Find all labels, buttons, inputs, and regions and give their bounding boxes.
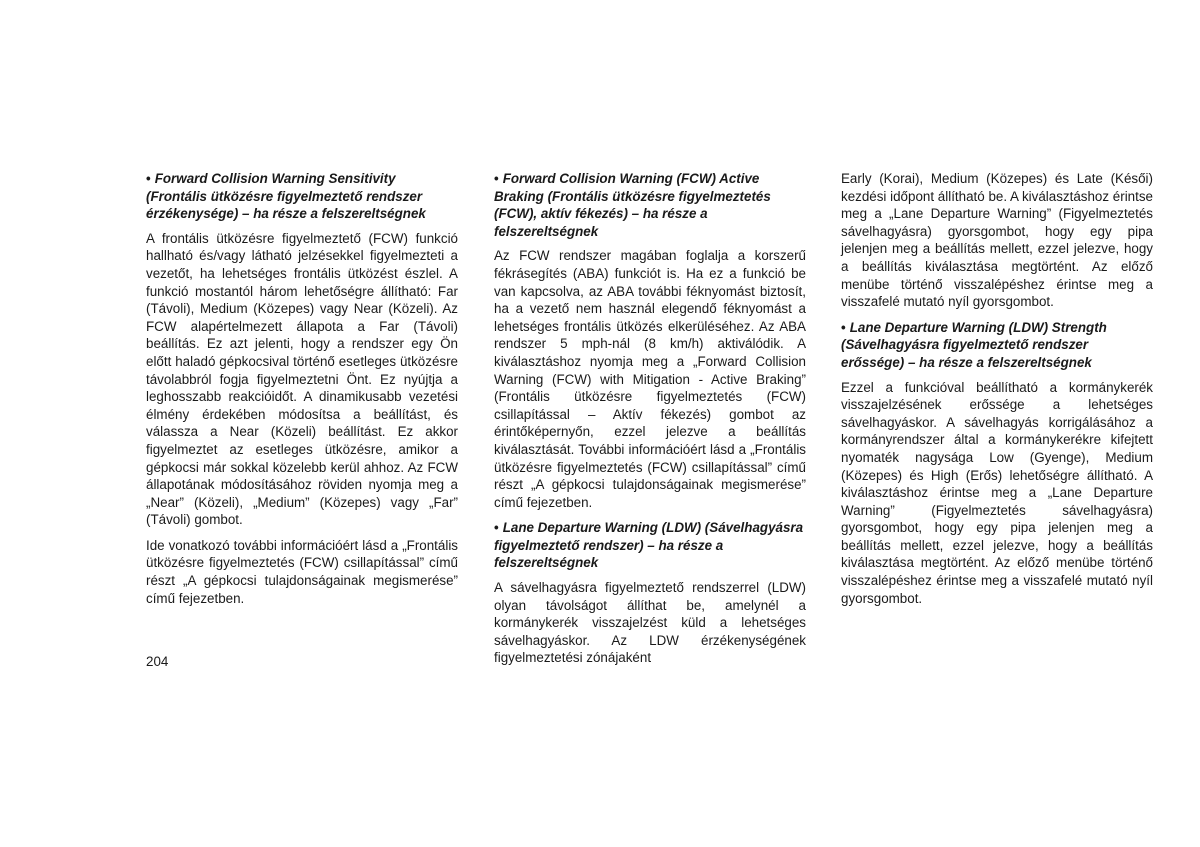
paragraph: Early (Korai), Medium (Közepes) és Late (Késői) kezdési időpont állítható be. A kiválasztáshoz érintse meg a „Lane Departure Warning” (Figyelmeztetés sávelhagyásra) gyorsgombot, hogy egy pipa jelenjen meg a beállítás mellett, ezzel jelezve, hogy a beállítás kiválasztása megtörtént. Az előző menübe történő visszalépéshez érintse meg a visszafelé mutató nyíl gyorsgombot.: [841, 171, 1153, 310]
paragraph: Az FCW rendszer magában foglalja a korszerű fékrásegítés (ABA) funkciót is. Ha ez a funkció be van kapcsolva, az ABA további féknyomást biztosít, ha a vezető nem használ elegendő féknyomást a lehetséges frontális ütközés elkerüléséhez. Az ABA rendszer 5 mph-nál (8 km/h) aktiválódik. A kiválasztáshoz nyomja meg a „Forward Collision Warning (FCW) with Mitigation - Active Braking” (Frontális ütközésre figyelmeztetés (FCW) csillapítással – Aktív fékezés) gombot az érintőképernyőn, ezzel jelezve a beállítás kiválasztását. További információért lásd a „Frontális ütközésre figyelmeztetés (FCW) csillapítással” című részt „A gépkocsi tulajdonságainak megismerése” című fejezetben.: [494, 248, 806, 510]
heading-text: Forward Collision Warning (FCW) Active Braking (Frontális ütközésre figyelmeztetés (FCW), aktív fékezés) – ha része a felszereltségnek: [494, 171, 771, 239]
bullet-icon: •: [494, 520, 499, 536]
column-middle: [494, 170, 806, 675]
column-right: [841, 170, 1153, 615]
paragraph: A frontális ütközésre figyelmeztető (FCW) funkció hallható és/vagy látható jelzésekkel figyelmezteti a vezetőt, ha lehetséges frontális ütközést észlel. A funkció mostantól három lehetőségre állítható: Far (Távoli), Medium (Közepes) vagy Near (Közeli). Az FCW alapértelmezett állapota a Far (Távoli) beállítás. Ez azt jelenti, hogy a rendszer egy Ön előtt haladó gépkocsival történő esetleges ütközésre távolabbról fogja figyelmeztetni Önt. Ez nyújtja a leghosszabb reakcióidőt. A dinamikusabb vezetési élmény érdekében módosítsa a beállítást, és válassza a Near (Közeli) beállítást. Ez akkor figyelmeztet az esetleges ütközésre, amikor a gépkocsi már sokkal közelebb kerül ahhoz. Az FCW állapotának módosításához röviden nyomja meg a „Near” (Közeli), „Medium” (Közepes) vagy „Far” (Távoli) gombot.: [146, 230, 458, 528]
paragraph: Ide vonatkozó további információért lásd a „Frontális ütközésre figyelmeztetés (FCW) csillapítással” című részt „A gépkocsi tulajdonságainak megismerése” című fejezetben.: [146, 537, 458, 606]
section-heading-fcw-sensitivity: [146, 170, 458, 223]
section-heading-ldw-strength: [841, 319, 1153, 372]
bullet-icon: •: [494, 171, 499, 186]
section-heading-fcw-active-braking: [494, 170, 806, 240]
heading-text: Lane Departure Warning (LDW) (Sávelhagyásra figyelmeztető rendszer) – ha része a felszereltségnek: [494, 520, 804, 571]
bullet-icon: •: [841, 319, 846, 335]
section-heading-ldw: [494, 519, 806, 572]
heading-text: Lane Departure Warning (LDW) Strength (Sávelhagyásra figyelmeztető rendszer erőssége) – ha része a felszereltségnek: [841, 319, 1107, 370]
paragraph: A sávelhagyásra figyelmeztető rendszerrel (LDW) olyan távolságot állíthat be, amelynél a kormánykerék visszajelzést küld a lehetséges sávelhagyáskor. Az LDW érzékenységének figyelmeztetési zónájaként: [494, 580, 806, 666]
paragraph: Ezzel a funkcióval beállítható a kormánykerék visszajelzésének erőssége a lehetséges sávelhagyáskor. A sávelhagyás korrigálásához a kormányrendszer által a kormánykerékre kifejtett nyomaték nagysága Low (Gyenge), Medium (Közepes) és High (Erős) lehetőségre állítható. A kiválasztáshoz érintse meg a „Lane Departure Warning” (Figyelmeztetés sávelhagyásra) gyorsgombot, hogy egy pipa jelenjen meg a beállítás mellett, ezzel jelezve, hogy a beállítás kiválasztása megtörtént. Az előző menübe történő visszalépéshez érintse meg a visszafelé mutató nyíl gyorsgombot.: [841, 379, 1153, 606]
bullet-icon: •: [146, 171, 151, 186]
heading-text: Forward Collision Warning Sensitivity (Frontális ütközésre figyelmeztető rendszer érzékenysége) – ha része a felszereltségnek: [146, 171, 426, 222]
page-number: 204: [146, 654, 169, 669]
column-left: [146, 170, 458, 615]
